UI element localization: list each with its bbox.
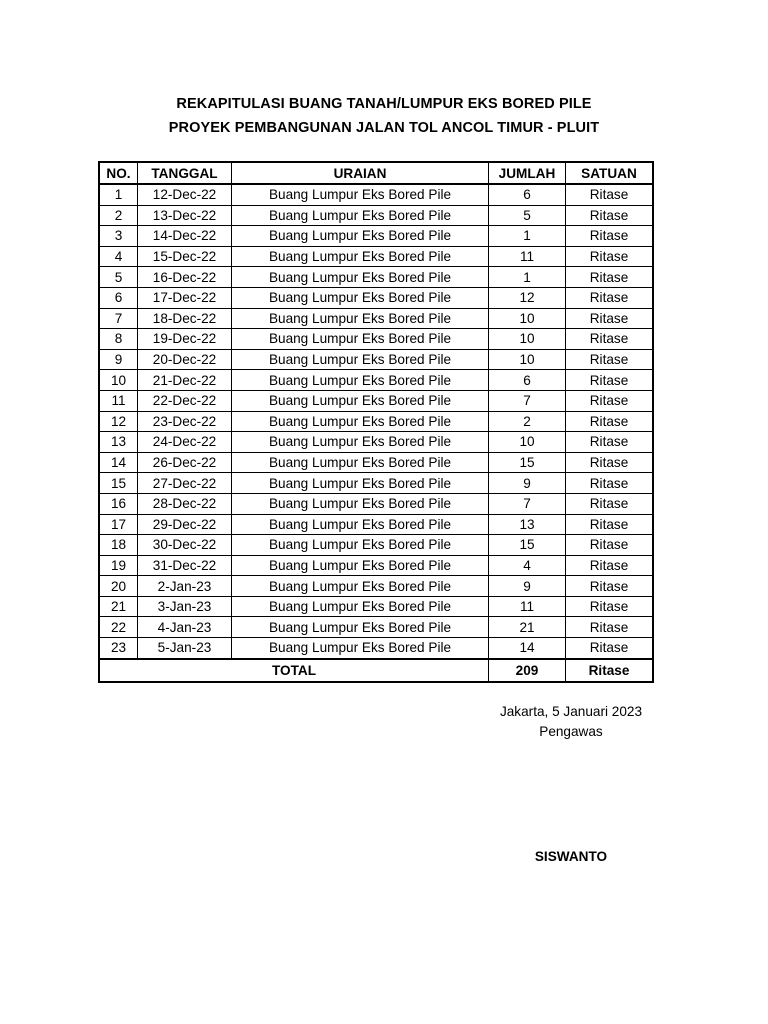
cell-satuan: Ritase: [566, 473, 654, 494]
header-tanggal: TANGGAL: [138, 162, 232, 184]
cell-no: 4: [99, 246, 138, 267]
cell-satuan: Ritase: [566, 576, 654, 597]
cell-uraian: Buang Lumpur Eks Bored Pile: [232, 329, 489, 350]
cell-satuan: Ritase: [566, 452, 654, 473]
cell-uraian: Buang Lumpur Eks Bored Pile: [232, 493, 489, 514]
cell-satuan: Ritase: [566, 390, 654, 411]
table-row: [99, 617, 653, 638]
cell-jumlah: 9: [489, 576, 566, 597]
cell-jumlah: 9: [489, 473, 566, 494]
cell-tanggal: 27-Dec-22: [138, 473, 232, 494]
table-row: [99, 184, 653, 205]
cell-jumlah: 13: [489, 514, 566, 535]
cell-satuan: Ritase: [566, 555, 654, 576]
table-row: [99, 329, 653, 350]
cell-satuan: Ritase: [566, 617, 654, 638]
cell-no: 1: [99, 184, 138, 205]
cell-tanggal: 21-Dec-22: [138, 370, 232, 391]
total-unit: Ritase: [566, 659, 654, 682]
cell-no: 18: [99, 535, 138, 556]
total-label: TOTAL: [99, 659, 489, 682]
cell-uraian: Buang Lumpur Eks Bored Pile: [232, 514, 489, 535]
cell-tanggal: 2-Jan-23: [138, 576, 232, 597]
cell-satuan: Ritase: [566, 205, 654, 226]
table-row: [99, 432, 653, 453]
table-row: [99, 638, 653, 659]
cell-uraian: Buang Lumpur Eks Bored Pile: [232, 246, 489, 267]
table-row: [99, 473, 653, 494]
table-row: [99, 555, 653, 576]
cell-no: 5: [99, 267, 138, 288]
cell-uraian: Buang Lumpur Eks Bored Pile: [232, 287, 489, 308]
cell-no: 20: [99, 576, 138, 597]
place-date: Jakarta, 5 Januari 2023: [499, 704, 643, 719]
cell-no: 12: [99, 411, 138, 432]
cell-jumlah: 7: [489, 390, 566, 411]
cell-satuan: Ritase: [566, 493, 654, 514]
cell-uraian: Buang Lumpur Eks Bored Pile: [232, 576, 489, 597]
cell-no: 8: [99, 329, 138, 350]
table-row: [99, 596, 653, 617]
cell-satuan: Ritase: [566, 184, 654, 205]
recap-table: [98, 161, 654, 683]
cell-tanggal: 26-Dec-22: [138, 452, 232, 473]
cell-jumlah: 21: [489, 617, 566, 638]
table-row: [99, 287, 653, 308]
cell-jumlah: 4: [489, 555, 566, 576]
cell-jumlah: 5: [489, 205, 566, 226]
cell-uraian: Buang Lumpur Eks Bored Pile: [232, 205, 489, 226]
cell-jumlah: 15: [489, 535, 566, 556]
signatory-role: Pengawas: [539, 724, 603, 739]
cell-tanggal: 22-Dec-22: [138, 390, 232, 411]
table-row: [99, 493, 653, 514]
cell-jumlah: 10: [489, 432, 566, 453]
cell-uraian: Buang Lumpur Eks Bored Pile: [232, 184, 489, 205]
cell-tanggal: 24-Dec-22: [138, 432, 232, 453]
cell-satuan: Ritase: [566, 535, 654, 556]
total-row: [99, 659, 653, 682]
cell-satuan: Ritase: [566, 370, 654, 391]
cell-jumlah: 10: [489, 349, 566, 370]
table-row: [99, 226, 653, 247]
table-row: [99, 308, 653, 329]
cell-jumlah: 12: [489, 287, 566, 308]
cell-no: 13: [99, 432, 138, 453]
header-no: NO.: [99, 162, 138, 184]
cell-jumlah: 6: [489, 184, 566, 205]
document-title: REKAPITULASI BUANG TANAH/LUMPUR EKS BORED PILE: [176, 96, 592, 112]
table-row: [99, 411, 653, 432]
table-row: [99, 349, 653, 370]
cell-no: 23: [99, 638, 138, 659]
cell-jumlah: 11: [489, 596, 566, 617]
cell-no: 15: [99, 473, 138, 494]
cell-no: 9: [99, 349, 138, 370]
cell-tanggal: 20-Dec-22: [138, 349, 232, 370]
cell-tanggal: 13-Dec-22: [138, 205, 232, 226]
table-row: [99, 390, 653, 411]
cell-uraian: Buang Lumpur Eks Bored Pile: [232, 370, 489, 391]
cell-no: 22: [99, 617, 138, 638]
cell-no: 16: [99, 493, 138, 514]
cell-tanggal: 16-Dec-22: [138, 267, 232, 288]
cell-uraian: Buang Lumpur Eks Bored Pile: [232, 617, 489, 638]
table-row: [99, 370, 653, 391]
cell-jumlah: 6: [489, 370, 566, 391]
cell-tanggal: 30-Dec-22: [138, 535, 232, 556]
cell-uraian: Buang Lumpur Eks Bored Pile: [232, 535, 489, 556]
cell-no: 6: [99, 287, 138, 308]
cell-uraian: Buang Lumpur Eks Bored Pile: [232, 555, 489, 576]
cell-no: 11: [99, 390, 138, 411]
cell-uraian: Buang Lumpur Eks Bored Pile: [232, 452, 489, 473]
signatory-name: SISWANTO: [534, 849, 608, 864]
header-jumlah: JUMLAH: [489, 162, 566, 184]
cell-tanggal: 18-Dec-22: [138, 308, 232, 329]
cell-jumlah: 1: [489, 267, 566, 288]
cell-jumlah: 15: [489, 452, 566, 473]
cell-uraian: Buang Lumpur Eks Bored Pile: [232, 267, 489, 288]
cell-jumlah: 10: [489, 329, 566, 350]
cell-no: 17: [99, 514, 138, 535]
cell-satuan: Ritase: [566, 329, 654, 350]
header-satuan: SATUAN: [566, 162, 654, 184]
cell-satuan: Ritase: [566, 514, 654, 535]
cell-uraian: Buang Lumpur Eks Bored Pile: [232, 432, 489, 453]
table-row: [99, 452, 653, 473]
cell-uraian: Buang Lumpur Eks Bored Pile: [232, 390, 489, 411]
document-subtitle: PROYEK PEMBANGUNAN JALAN TOL ANCOL TIMUR - PLUIT: [168, 120, 600, 136]
header-uraian: URAIAN: [232, 162, 489, 184]
table-row: [99, 267, 653, 288]
cell-jumlah: 7: [489, 493, 566, 514]
cell-uraian: Buang Lumpur Eks Bored Pile: [232, 349, 489, 370]
cell-jumlah: 2: [489, 411, 566, 432]
cell-satuan: Ritase: [566, 246, 654, 267]
total-value: 209: [489, 659, 566, 682]
cell-jumlah: 10: [489, 308, 566, 329]
cell-uraian: Buang Lumpur Eks Bored Pile: [232, 226, 489, 247]
cell-jumlah: 1: [489, 226, 566, 247]
cell-uraian: Buang Lumpur Eks Bored Pile: [232, 411, 489, 432]
cell-satuan: Ritase: [566, 411, 654, 432]
cell-satuan: Ritase: [566, 638, 654, 659]
cell-no: 3: [99, 226, 138, 247]
cell-tanggal: 28-Dec-22: [138, 493, 232, 514]
table-body: [99, 184, 653, 659]
cell-satuan: Ritase: [566, 226, 654, 247]
cell-tanggal: 17-Dec-22: [138, 287, 232, 308]
cell-tanggal: 14-Dec-22: [138, 226, 232, 247]
cell-tanggal: 15-Dec-22: [138, 246, 232, 267]
cell-tanggal: 12-Dec-22: [138, 184, 232, 205]
cell-satuan: Ritase: [566, 267, 654, 288]
cell-satuan: Ritase: [566, 432, 654, 453]
cell-tanggal: 31-Dec-22: [138, 555, 232, 576]
table-header-row: [99, 162, 653, 184]
cell-uraian: Buang Lumpur Eks Bored Pile: [232, 308, 489, 329]
cell-uraian: Buang Lumpur Eks Bored Pile: [232, 473, 489, 494]
table-row: [99, 535, 653, 556]
cell-tanggal: 5-Jan-23: [138, 638, 232, 659]
cell-no: 19: [99, 555, 138, 576]
cell-uraian: Buang Lumpur Eks Bored Pile: [232, 596, 489, 617]
cell-uraian: Buang Lumpur Eks Bored Pile: [232, 638, 489, 659]
table-row: [99, 576, 653, 597]
cell-satuan: Ritase: [566, 287, 654, 308]
cell-no: 7: [99, 308, 138, 329]
table-row: [99, 246, 653, 267]
cell-satuan: Ritase: [566, 349, 654, 370]
cell-tanggal: 23-Dec-22: [138, 411, 232, 432]
cell-tanggal: 3-Jan-23: [138, 596, 232, 617]
cell-jumlah: 11: [489, 246, 566, 267]
table-row: [99, 514, 653, 535]
cell-no: 14: [99, 452, 138, 473]
cell-no: 2: [99, 205, 138, 226]
cell-tanggal: 4-Jan-23: [138, 617, 232, 638]
cell-satuan: Ritase: [566, 308, 654, 329]
cell-tanggal: 29-Dec-22: [138, 514, 232, 535]
cell-no: 10: [99, 370, 138, 391]
cell-satuan: Ritase: [566, 596, 654, 617]
cell-no: 21: [99, 596, 138, 617]
cell-tanggal: 19-Dec-22: [138, 329, 232, 350]
table-row: [99, 205, 653, 226]
cell-jumlah: 14: [489, 638, 566, 659]
